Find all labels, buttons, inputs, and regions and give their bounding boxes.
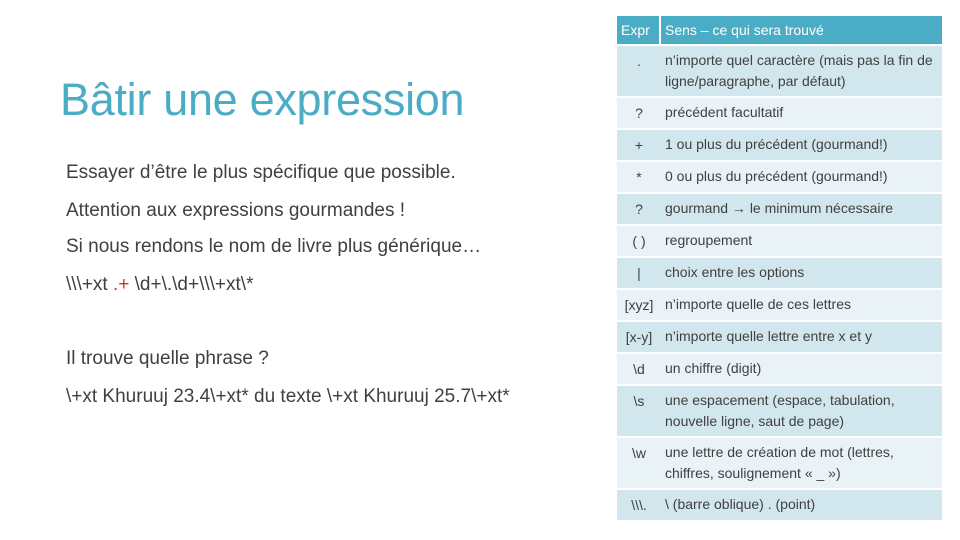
table-cell-expr: [x-y] — [617, 320, 661, 352]
table-row — [617, 224, 942, 256]
regex-part-greedy: .+ — [113, 274, 130, 295]
table-cell-meaning: choix entre les options — [661, 256, 942, 288]
header-expr: Expr — [617, 16, 661, 44]
table-row — [617, 256, 942, 288]
table-cell-expr: ( ) — [617, 224, 661, 256]
body-line-specific: Essayer d’être le plus spécifique que possible. — [66, 162, 456, 183]
table-cell-expr: \w — [617, 436, 661, 488]
table-cell-meaning: \ (barre oblique) . (point) — [661, 488, 942, 520]
table-cell-expr: * — [617, 160, 661, 192]
table-cell-expr: + — [617, 128, 661, 160]
table-row — [617, 128, 942, 160]
regex-part-prefix: \\\+xt — [66, 274, 108, 295]
slide-title: Bâtir une expression — [60, 74, 465, 125]
table-cell-expr: . — [617, 44, 661, 96]
table-cell-meaning: n’importe quelle lettre entre x et y — [661, 320, 942, 352]
table-cell-expr: ? — [617, 192, 661, 224]
table-cell-meaning: un chiffre (digit) — [661, 352, 942, 384]
table-row — [617, 44, 942, 96]
table-cell-meaning: une espacement (espace, tabulation, nouvelle ligne, saut de page) — [661, 384, 942, 436]
table-cell-expr: ? — [617, 96, 661, 128]
table-row — [617, 288, 942, 320]
table-row — [617, 384, 942, 436]
table-cell-meaning: une lettre de création de mot (lettres, chiffres, soulignement « _ ») — [661, 436, 942, 488]
table-cell-expr: \d — [617, 352, 661, 384]
table-row — [617, 352, 942, 384]
table-row — [617, 320, 942, 352]
body-line-generic-name: Si nous rendons le nom de livre plus générique… — [66, 236, 482, 257]
table-row — [617, 96, 942, 128]
header-meaning: Sens – ce qui sera trouvé — [661, 16, 942, 44]
table-row — [617, 160, 942, 192]
table-header-row — [617, 16, 942, 44]
question-line: Il trouve quelle phrase ? — [66, 348, 269, 369]
table-cell-expr: \\\. — [617, 488, 661, 520]
regex-reference-table — [617, 16, 942, 520]
table-cell-meaning: n’importe quelle de ces lettres — [661, 288, 942, 320]
table-cell-expr: \s — [617, 384, 661, 436]
table-cell-meaning: précédent facultatif — [661, 96, 942, 128]
table-cell-expr: | — [617, 256, 661, 288]
regex-example — [66, 274, 253, 296]
table-cell-meaning: 1 ou plus du précédent (gourmand!) — [661, 128, 942, 160]
table-row — [617, 192, 942, 224]
answer-line: \+xt Khuruuj 23.4\+xt* du texte \+xt Khuruuj 25.7\+xt* — [66, 386, 510, 407]
table-row — [617, 488, 942, 520]
table-cell-meaning: gourmand → le minimum nécessaire — [661, 192, 942, 224]
table-row — [617, 436, 942, 488]
regex-part-suffix: \d+\.\d+\\\+xt\* — [134, 274, 254, 295]
table-cell-expr: [xyz] — [617, 288, 661, 320]
table-cell-meaning: 0 ou plus du précédent (gourmand!) — [661, 160, 942, 192]
body-line-greedy-warning: Attention aux expressions gourmandes ! — [66, 200, 406, 221]
table-cell-meaning: n’importe quel caractère (mais pas la fin de ligne/paragraphe, par défaut) — [661, 44, 942, 96]
table-cell-meaning: regroupement — [661, 224, 942, 256]
